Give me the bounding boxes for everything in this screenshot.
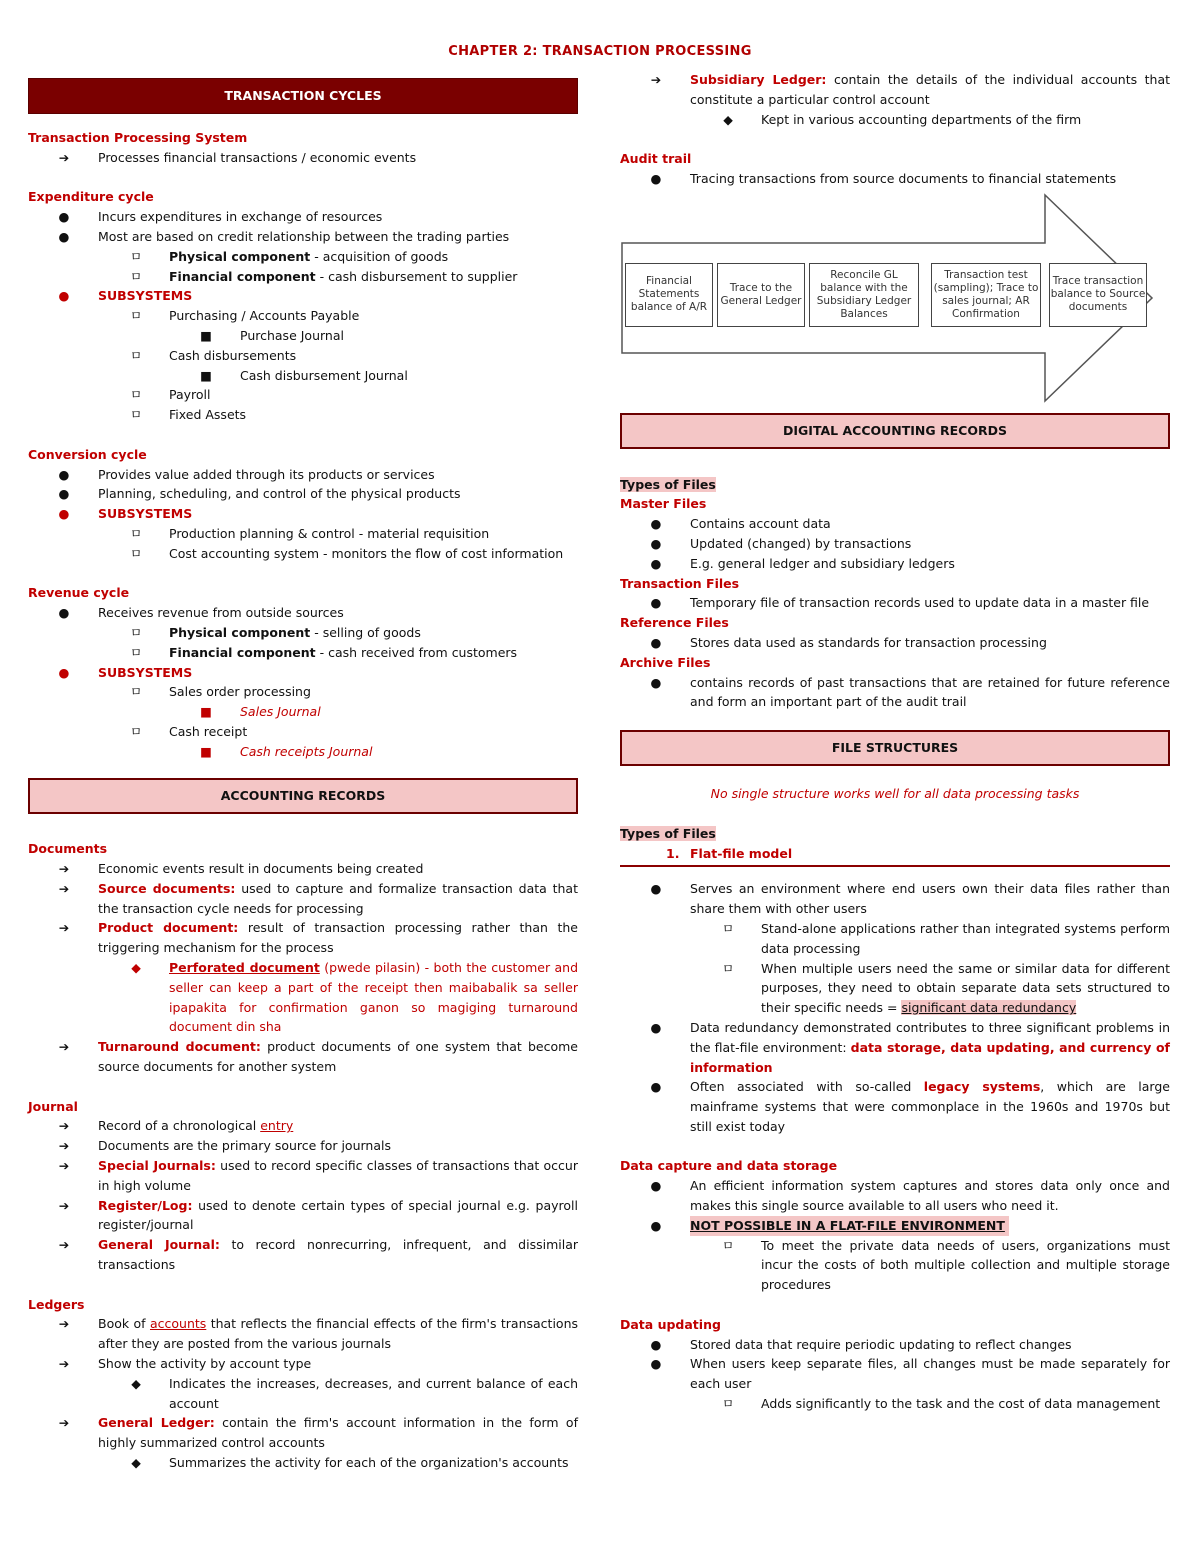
diagram-box: Trace to the General Ledger (717, 263, 805, 327)
reference-files-heading: Reference Files (620, 615, 729, 631)
list-item: ➔ Subsidiary Ledger: contain the details of the individual accounts that constitute a particular control account (620, 70, 1170, 110)
list-item: ● Most are based on credit relationship between the trading parties (28, 227, 578, 247)
bullet-icon: ● (650, 535, 662, 551)
list-item: ● Often associated with so-called legacy systems, which are large mainframe systems that were commonplace in the 1960s and 1970s but still exist today (620, 1077, 1170, 1136)
circle-bullet-icon: ㅁ (129, 525, 143, 541)
bullet-icon: ● (58, 605, 70, 621)
bullet-icon: ● (650, 170, 662, 186)
list-item: ㅁ When multiple users need the same or similar data for different purposes, they need to obtain separate data sets structured to their specific needs = significant data redundancy (721, 960, 1170, 1016)
list-item: ● Provides value added through its products or services (28, 465, 578, 485)
file-structures-note: No single structure works well for all data processing tasks (710, 786, 1080, 802)
list-item: ➔ Record of a chronological entry (28, 1116, 578, 1136)
list-item: ➔ Documents are the primary source for journals (28, 1136, 578, 1156)
list-item: ➔ Processes financial transactions / economic events (28, 148, 578, 168)
list-item: ㅁ Stand-alone applications rather than integrated systems perform data processing (721, 920, 1170, 956)
list-item: ㅁ Adds significantly to the task and the cost of data management (620, 1394, 1170, 1414)
list-item: ● NOT POSSIBLE IN A FLAT-FILE ENVIRONMENT (620, 1216, 1170, 1236)
bullet-icon: ● (650, 881, 662, 897)
bullet-icon: ● (650, 555, 662, 571)
data-updating-heading: Data updating (620, 1316, 721, 1332)
arrow-icon: ➔ (58, 1039, 70, 1055)
bullet-icon: ● (650, 634, 662, 650)
journal-heading: Journal (28, 1098, 78, 1114)
arrow-icon: ➔ (58, 1237, 70, 1253)
square-bullet-icon: ■ (200, 704, 212, 720)
list-item: ● Temporary file of transaction records used to update data in a master file (620, 593, 1170, 613)
page-title: CHAPTER 2: TRANSACTION PROCESSING (448, 44, 752, 59)
diamond-icon: ◆ (131, 1455, 141, 1470)
diagram-box: Financial Statements balance of A/R (625, 263, 713, 327)
list-item: ㅁ Sales order processing (28, 682, 578, 702)
bullet-icon: ● (650, 1019, 662, 1035)
list-item: ➔ Show the activity by account type (28, 1354, 578, 1374)
bullet-icon: ● (58, 209, 70, 225)
bullet-icon: ● (58, 664, 70, 680)
list-item: ● SUBSYSTEMS (28, 504, 578, 524)
square-bullet-icon: ■ (200, 743, 212, 759)
circle-bullet-icon: ㅁ (129, 545, 143, 561)
list-item: ㅁ Physical component - acquisition of goods (28, 247, 578, 267)
conversion-heading: Conversion cycle (28, 446, 147, 462)
circle-bullet-icon: ㅁ (129, 347, 143, 363)
bullet-icon: ● (650, 1336, 662, 1352)
list-item: ◆ Kept in various accounting departments of the firm (620, 110, 1170, 130)
list-item: ㅁ Financial component - cash received from customers (28, 643, 578, 663)
diamond-icon: ◆ (723, 111, 733, 127)
list-item: ➔ Special Journals: used to record specific classes of transactions that occur in high volume (28, 1156, 578, 1196)
list-item: ● Updated (changed) by transactions (620, 534, 1170, 554)
diagram-box: Transaction test (sampling); Trace to sales journal; AR Confirmation (931, 263, 1041, 327)
section-header-digital-accounting-records: DIGITAL ACCOUNTING RECORDS (620, 413, 1170, 449)
bullet-icon: ● (650, 1356, 662, 1372)
types-of-files-heading-2: Types of Files (620, 825, 716, 841)
data-capture-heading: Data capture and data storage (620, 1158, 838, 1174)
list-item: ● E.g. general ledger and subsidiary ledgers (620, 554, 1170, 574)
list-item: ● Contains account data (620, 514, 1170, 534)
list-item: ➔ Product document: result of transaction processing rather than the triggering mechanism for the process (28, 918, 578, 958)
bullet-icon: ● (650, 516, 662, 532)
arrow-icon: ➔ (58, 861, 70, 877)
list-item: ㅁ Production planning & control - material requisition (28, 524, 578, 544)
bullet-icon: ● (58, 506, 70, 522)
list-item: ● When users keep separate files, all changes must be made separately for each user (620, 1354, 1170, 1394)
documents-heading: Documents (28, 841, 108, 857)
list-item: ● Stored data that require periodic updating to reflect changes (620, 1335, 1170, 1355)
list-item: ㅁ Purchasing / Accounts Payable (28, 306, 578, 326)
circle-bullet-icon: ㅁ (721, 960, 735, 976)
list-item: ■ Sales Journal (28, 702, 578, 722)
section-header-transaction-cycles: TRANSACTION CYCLES (28, 78, 578, 114)
list-item: ➔ Economic events result in documents being created (28, 859, 578, 879)
bullet-icon: ● (650, 1178, 662, 1194)
transaction-files-heading: Transaction Files (620, 575, 740, 591)
bullet-icon: ● (58, 288, 70, 304)
circle-bullet-icon: ㅁ (129, 248, 143, 264)
list-item: ● SUBSYSTEMS (28, 663, 578, 683)
list-item: ◆ Summarizes the activity for each of the organization's accounts (28, 1453, 578, 1473)
list-item: ● Stores data used as standards for transaction processing (620, 633, 1170, 653)
list-item: ➔ General Ledger: contain the firm's account information in the form of highly summarized control accounts (28, 1413, 578, 1453)
arrow-icon: ➔ (58, 1316, 70, 1332)
arrow-icon: ➔ (58, 1197, 70, 1213)
list-item: ● Serves an environment where end users own their data files rather than share them with other users (620, 879, 1170, 919)
list-item: ㅁ Cash disbursements (28, 346, 578, 366)
diamond-icon: ◆ (131, 960, 141, 976)
audit-trail-diagram (620, 193, 1170, 403)
entry-link[interactable]: entry (260, 1118, 294, 1134)
left-column (28, 78, 578, 1473)
tps-heading: Transaction Processing System (28, 130, 248, 145)
list-item: ■ Cash disbursement Journal (28, 366, 578, 386)
list-item: ㅁ Cost accounting system - monitors the flow of cost information (28, 544, 578, 564)
circle-bullet-icon: ㅁ (129, 387, 143, 403)
list-item: ㅁ Physical component - selling of goods (28, 623, 578, 643)
expenditure-heading: Expenditure cycle (28, 189, 154, 205)
right-column (620, 70, 1170, 1414)
circle-bullet-icon: ㅁ (129, 624, 143, 640)
arrow-icon: ➔ (58, 1118, 70, 1134)
list-item: ㅁ Payroll (28, 385, 578, 405)
arrow-icon: ➔ (650, 72, 662, 87)
bullet-icon: ● (58, 466, 70, 482)
square-bullet-icon: ■ (200, 367, 212, 383)
list-item: ■ Purchase Journal (28, 326, 578, 346)
circle-bullet-icon: ㅁ (129, 684, 143, 700)
list-item: ● An efficient information system captures and stores data only once and makes this single source available to all users who need it. (620, 1176, 1170, 1216)
list-item: ● SUBSYSTEMS (28, 286, 578, 306)
arrow-icon: ➔ (58, 880, 70, 896)
arrow-icon: ➔ (58, 149, 70, 165)
bullet-icon: ● (650, 595, 662, 611)
circle-bullet-icon: ㅁ (129, 644, 143, 660)
circle-bullet-icon: ㅁ (721, 1237, 735, 1253)
arrow-icon: ➔ (58, 920, 70, 936)
circle-bullet-icon: ㅁ (721, 1396, 735, 1412)
arrow-icon: ➔ (58, 1138, 70, 1154)
section-header-accounting-records: ACCOUNTING RECORDS (28, 778, 578, 814)
flat-file-heading: 1. Flat-file model (620, 844, 1170, 868)
list-item: ㅁ To meet the private data needs of users, organizations must incur the costs of both multiple collection and multiple storage procedures (721, 1237, 1170, 1293)
list-item: ➔ Register/Log: used to denote certain types of special journal e.g. payroll register/journal (28, 1196, 578, 1236)
arrow-icon: ➔ (58, 1158, 70, 1174)
circle-bullet-icon: ㅁ (129, 268, 143, 284)
revenue-heading: Revenue cycle (28, 585, 130, 601)
bullet-icon: ● (650, 1217, 662, 1233)
ledgers-heading: Ledgers (28, 1296, 85, 1312)
list-item: ● contains records of past transactions that are retained for future reference and form an important part of the audit trail (620, 673, 1170, 713)
bullet-icon: ● (58, 486, 70, 502)
master-files-heading: Master Files (620, 496, 707, 512)
bullet-icon: ● (650, 674, 662, 690)
circle-bullet-icon: ㅁ (129, 723, 143, 739)
list-item: ㅁ Fixed Assets (28, 405, 578, 425)
list-item: ● Planning, scheduling, and control of the physical products (28, 484, 578, 504)
arrow-icon: ➔ (58, 1356, 70, 1372)
bullet-icon: ● (58, 228, 70, 244)
accounts-link[interactable]: accounts (149, 1316, 207, 1332)
audit-trail-heading: Audit trail (620, 151, 692, 167)
list-item: ● Tracing transactions from source documents to financial statements (620, 169, 1170, 189)
list-item: ➔ Turnaround document: product documents of one system that become source documents for another system (28, 1037, 578, 1077)
circle-bullet-icon: ㅁ (721, 920, 735, 936)
archive-files-heading: Archive Files (620, 654, 711, 670)
diamond-icon: ◆ (131, 1375, 141, 1391)
section-header-file-structures: FILE STRUCTURES (620, 730, 1170, 766)
list-item: ➔ Book of accounts that reflects the financial effects of the firm's transactions after they are posted from the various journals (28, 1314, 578, 1354)
arrow-icon: ➔ (58, 1415, 70, 1431)
list-item: ㅁ Cash receipt (28, 722, 578, 742)
list-item: ➔ Source documents: used to capture and formalize transaction data that the transaction cycle needs for processing (28, 879, 578, 919)
diagram-box: Reconcile GL balance with the Subsidiary Ledger Balances (809, 263, 919, 327)
list-item: ◆ Indicates the increases, decreases, and current balance of each account (28, 1374, 578, 1414)
list-item: ● Incurs expenditures in exchange of resources (28, 207, 578, 227)
list-item: ㅁ Financial component - cash disbursement to supplier (28, 267, 578, 287)
list-item: ◆ Perforated document (pwede pilasin) - both the customer and seller can keep a part of the receipt then maibabalik sa seller ipapakita for confirmation ganon so magiging turnaround document din sha (28, 958, 578, 1037)
bullet-icon: ● (650, 1079, 662, 1095)
types-of-files-heading: Types of Files (620, 476, 716, 492)
list-item: ● Data redundancy demonstrated contributes to three significant problems in the flat-file environment: data storage, data updating, and currency of information (620, 1018, 1170, 1077)
circle-bullet-icon: ㅁ (129, 407, 143, 423)
square-bullet-icon: ■ (200, 327, 212, 343)
circle-bullet-icon: ㅁ (129, 308, 143, 324)
list-item: ■ Cash receipts Journal (28, 742, 578, 762)
diagram-box: Trace transaction balance to Source documents (1049, 263, 1147, 327)
list-item: ➔ General Journal: to record nonrecurring, infrequent, and dissimilar transactions (28, 1235, 578, 1275)
list-item: ● Receives revenue from outside sources (28, 603, 578, 623)
